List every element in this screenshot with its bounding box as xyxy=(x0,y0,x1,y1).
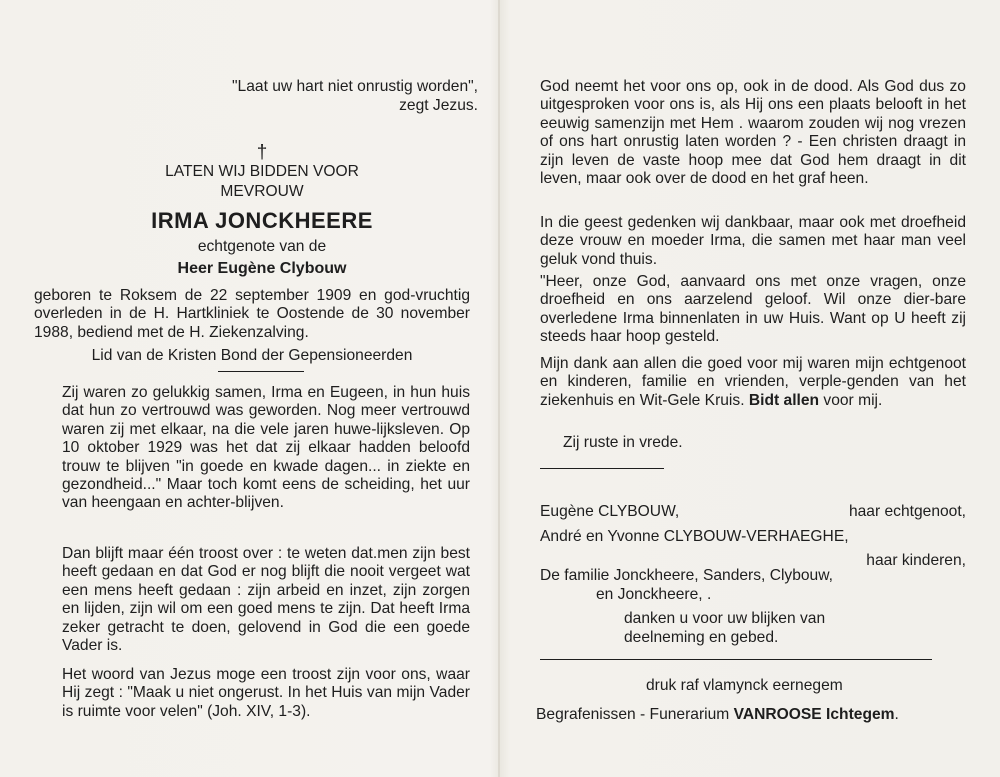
left-paragraph-2: Dan blijft maar één troost over : te weten dat.men zijn best heeft gedaan en dat God er nog blijft die nooit vergeet wat een mens heeft gedaan : zijn arbeid en inzet, zijn zorgen en lijden, zijn wil om een goed mens te zijn. Dat heeft Irma zeker getracht te doen, gelovend in God die een goede Vader is. xyxy=(62,545,470,655)
spouse-name: Heer Eugène Clybouw xyxy=(177,260,347,277)
funeral-home-name: VANROOSE Ichtegem xyxy=(733,706,895,723)
deceased-name: IRMA JONCKHEERE xyxy=(151,208,373,233)
thanks-line-2: deelneming en gebed. xyxy=(624,629,779,646)
funeral-home-prefix: Begrafenissen - Funerarium xyxy=(536,706,730,723)
cross-icon: † xyxy=(256,142,268,163)
right-paragraph-1: God neemt het voor ons op, ook in de dood. Als God dus zo uitgesproken voor ons is, als Hij ons een plaats belooft in het eeuwig samenzijn met Hem . waarom zouden wij nog vrezen of ons hart onrustig laten worden ? - Een christen draagt in zijn leven de vaste hoop mee dat God hem draagt in dit leven, maar ook over de dood en het graf heen. xyxy=(540,78,966,188)
family-extended-line-2: en Jonckheere, . xyxy=(596,586,712,603)
quote-line-2: zegt Jezus. xyxy=(399,97,478,114)
prayer-line-2: MEVROUW xyxy=(220,183,304,200)
right-divider-1 xyxy=(540,468,664,469)
family-extended-line-1: De familie Jonckheere, Sanders, Clybouw, xyxy=(540,567,833,584)
right-paragraph-4 xyxy=(540,355,966,410)
birth-death-paragraph: geboren te Roksem de 22 september 1909 en god-vruchtig overleden in de H. Hartkliniek te Oostende de 30 november 1988, bediend met de H. Ziekenzalving. xyxy=(34,287,470,341)
right-divider-2 xyxy=(540,659,932,660)
family-husband-role: haar echtgenoot, xyxy=(848,503,966,520)
funeral-home-end: . xyxy=(894,706,899,723)
thanks-text: Mijn dank aan allen die goed voor mij waren mijn echtgenoot en kinderen, familie en vrienden, verple-genden van het ziekenhuis en Wit-Gele Kruis. xyxy=(540,355,966,409)
quote-line-1: "Laat uw hart niet onrustig worden", xyxy=(232,78,478,95)
pray-request: Bidt allen xyxy=(748,391,820,409)
right-paragraph-3: "Heer, onze God, aanvaard ons met onze vragen, onze droefheid en ons aarzelend geloof. Wil onze dier-bare overledene Irma binnenlaten in uw Huis. Want op U heeft zij steeds haar hoop gesteld. xyxy=(540,273,966,346)
left-divider xyxy=(218,371,304,372)
thanks-line-1: danken u voor uw blijken van xyxy=(624,610,826,627)
spouse-intro: echtgenote van de xyxy=(197,238,327,255)
thanks-end: voor mij. xyxy=(823,391,883,409)
left-paragraph-1: Zij waren zo gelukkig samen, Irma en Eugeen, in hun huis dat hun zo vertrouwd was geworden. Nog meer vertrouwd waren zij met elkaar, na die vele jaren huwe-lijksleven. Op 10 oktober 1929 was het dat zij elkaar hadden beloofd trouw te blijven "in goede en kwade dagen... in ziekte en gezondheid..." Maar toch komt eens de scheiding, het uur van heengaan en achter-blijven. xyxy=(62,384,470,512)
left-paragraph-3: Het woord van Jezus moge een troost zijn voor ons, waar Hij zegt : "Maak u niet ongerust. In het Huis van mijn Vader is ruimte voor velen" (Joh. XIV, 1-3). xyxy=(62,666,470,720)
family-children-role: haar kinderen, xyxy=(866,552,966,569)
printer-line: druk raf vlamynck eernegem xyxy=(646,677,843,694)
rest-in-peace: Zij ruste in vrede. xyxy=(563,434,683,451)
family-husband-name: Eugène CLYBOUW, xyxy=(540,503,680,520)
membership-line: Lid van de Kristen Bond der Gepensioneerden xyxy=(91,347,413,364)
right-paragraph-2: In die geest gedenken wij dankbaar, maar ook met droefheid deze vrouw en moeder Irma, die samen met haar man veel geluk vond thuis. xyxy=(540,214,966,268)
funeral-home-line xyxy=(536,706,976,724)
card-fold xyxy=(498,0,500,777)
family-children-names: André en Yvonne CLYBOUW-VERHAEGHE, xyxy=(540,528,849,545)
prayer-line-1: LATEN WIJ BIDDEN VOOR xyxy=(165,163,359,180)
